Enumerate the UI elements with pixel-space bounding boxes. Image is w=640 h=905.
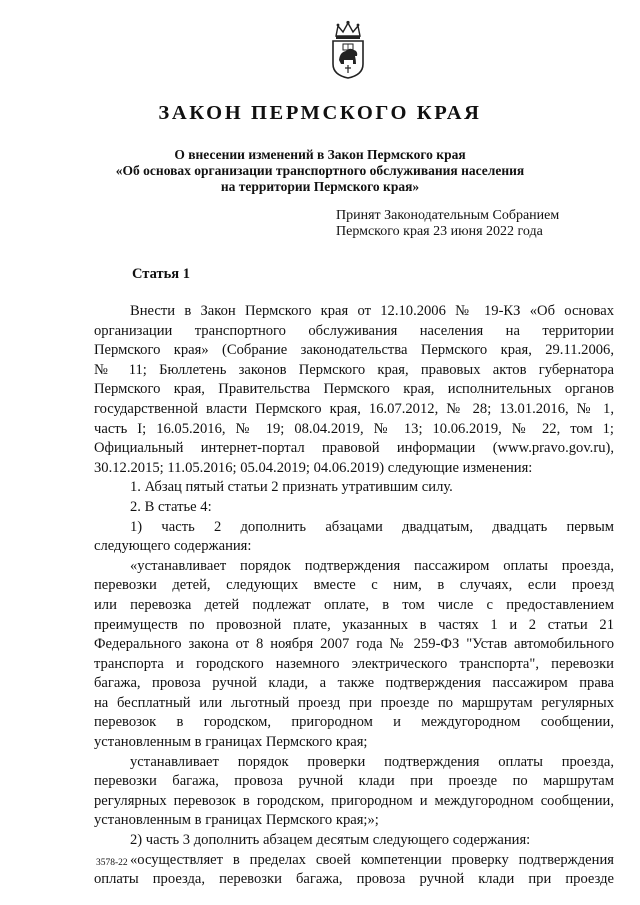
article-heading: Статья 1 [132,266,190,282]
body-line: оплаты проезда, перевозки багажа, провоза ручной клади при проезде [94,871,614,888]
body-line: устанавливает порядок проверки подтверждения оплаты проезда, [130,753,614,770]
body-line: «осуществляет в пределах своей компетенции проверку подтверждения [130,851,614,868]
body-line: перевозки багажа, провоза ручной клади при проезде по маршрутам [94,773,614,790]
body-line: № 11; Бюллетень законов Пермского края, правовых актов губернатора [94,361,614,378]
body-line: следующего содержания: [94,538,252,555]
body-line: 2. В статье 4: [130,498,212,515]
coat-of-arms-icon [328,20,368,80]
law-title: ЗАКОН ПЕРМСКОГО КРАЯ [158,102,482,124]
body-line: перевозок в городском, пригородном и междугородном сообщении, [94,714,614,731]
body-line: часть I; 16.05.2016, № 19; 08.04.2019, № 13; 10.06.2019, № 22, том 1; [94,420,614,437]
body-line: регулярных перевозок в городском, пригородном и междугородном сообщении, [94,792,614,809]
body-line: «устанавливает порядок подтверждения пассажиром оплаты проезда, [130,557,614,574]
body-line: преимуществ по провозной плате, указанных в частях 1 и 2 статьи 21 [94,616,614,633]
body-line: государственной власти Пермского края, 16.07.2012, № 28; 13.01.2016, № 1, [94,400,614,417]
body-line: 1. Абзац пятый статьи 2 признать утратившим силу. [130,479,453,496]
adoption-note [336,208,559,240]
body-line: Официальный интернет-портал правовой информации (www.pravo.gov.ru), [94,440,614,457]
body-line: 2) часть 3 дополнить абзацем десятым следующего содержания: [130,832,531,849]
body-line: установленным в границах Пермского края; [94,734,368,751]
body-line: организации транспортного обслуживания населения на территории [94,322,614,339]
law-subtitle [0,147,640,195]
body-line: на бесплатный или льготный проезд при проезде по маршрутам регулярных [94,694,614,711]
document-code: 3578-22 [96,858,128,868]
body-line: 1) часть 2 дополнить абзацами двадцатым, двадцать первым [130,518,614,535]
body-line: или перевозка детей подлежат оплате, в том числе с предоставлением [94,596,614,613]
subtitle-line: на территории Пермского края» [220,179,420,194]
body-line: багажа, провоза ручной клади, а также подтверждения пассажиром права [94,675,614,692]
body-line: Внести в Закон Пермского края от 12.10.2006 № 19-КЗ «Об основах [130,303,614,319]
adoption-line: Принят Законодательным Собранием [336,208,560,223]
body-line: Пермского края, Правительства Пермского края, исполнительных органов [94,381,614,398]
article-body [94,302,614,890]
body-line: Пермского края» (Собрание законодательства Пермского края, 29.11.2006, [94,342,614,359]
body-line: транспорта и городского наземного электрического транспорта", перевозки [94,655,614,672]
subtitle-line: «Об основах организации транспортного обслуживания населения [115,163,525,178]
subtitle-line: О внесении изменений в Закон Пермского края [174,147,466,162]
body-line: перевозки детей, следующих вместе с ним, в случаях, если проезд [94,577,614,594]
body-line: Федерального закона от 8 ноября 2007 года № 259-ФЗ "Устав автомобильного [94,636,614,653]
body-line: 30.12.2015; 11.05.2016; 05.04.2019; 04.06.2019) следующие изменения: [94,459,533,476]
adoption-line: Пермского края 23 июня 2022 года [336,224,543,239]
body-line: установленным в границах Пермского края;»; [94,812,379,829]
